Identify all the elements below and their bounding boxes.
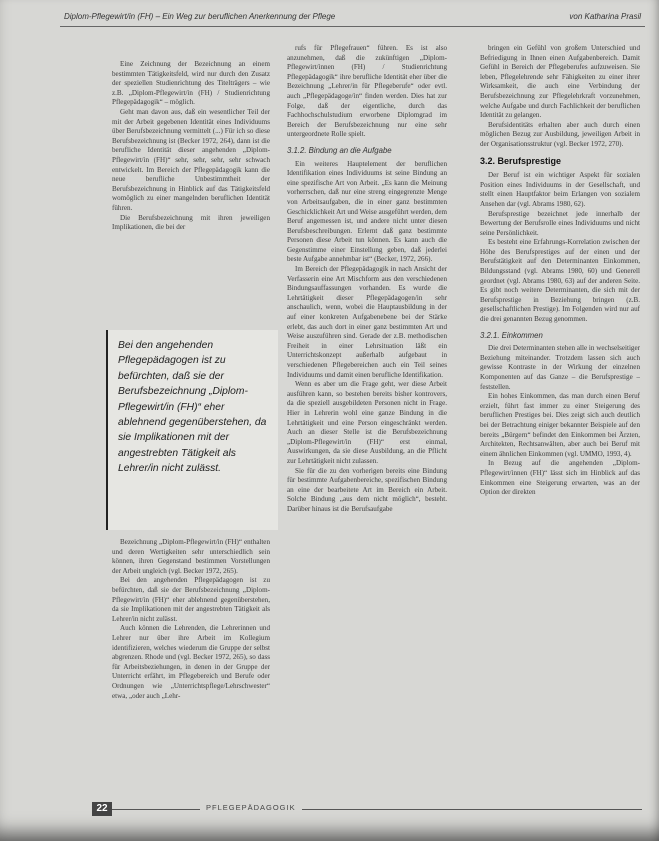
paragraph: Auch können die Lehrenden, die Lehrerinnen und Lehrer nur über ihre Arbeit im Kollegium identifizieren, welches wiederum die Gruppe der selbst abgrenzen. Rhode und (vgl. Becker 1972, 265), so dass für Arbeitsbeziehungen, in denen in der Gruppe der Unterricht erfährt, im Pflegebereich und Berufe oder Ordnungen wie „Unterrichtspflege/Lehrschwester“ etwa, „oder auch „Lehr- (112, 624, 270, 700)
paragraph: Ein hohes Einkommen, das man durch einen Beruf erzielt, führt fast immer zu einer Steigerung des beruflichen Prestiges bei. Dies zeigt sich auch deutlich bei der Betrachtung einiger bekannter Beispiele auf den bereits „Bürgern“ befindet den Einkommen bei Ärzten, Architekten, Rechtsanwälten, aber auch bei Beruf mit einem ähnlichen Einkommen (vgl. UMMO, 1993, 4). (480, 392, 640, 458)
paragraph: Im Bereich der Pflegepädagogik in nach Ansicht der Verfasserin eine Art Mischform aus den verschiedenen Bindungsauffassungen vorhanden. Es wurde die Lehrtätigkeit dieser Pflegepädagogen/in sehr anschaulich, wenn, wobei die Hauptausbildung in der auf einer konkreten Aufgabenebene bei der Stärke erlebt, das auch dort in einer ganz bestimmten Art und Weise auszuführen sind. Gerade der z.B. methodischen Freiheit in einer Lehrsituation läßt ein Unterrichtskonzept außerhalb aufgebaut in verschiedenen Pflegebereichen auch ein Teil seines Individuums und damit einen berufliche Identifikation. (287, 265, 447, 379)
section-heading: 3.2. Berufsprestige (480, 155, 562, 166)
paragraph: Sie für die zu den vorherigen bereits eine Bindung für bestimmte Aufgabenbereiche, spezifischen Bindung an eine der bearbeitete Art im Bereich ein Arbeit. Solche Bindung „aus dem nicht möglich“, besteht. Darüber hinaus ist die Berufsaufgabe (287, 466, 447, 513)
paragraph: Die Berufsbezeichnung mit ihren jeweiligen Implikationen, die bei der (112, 213, 270, 232)
header-author: von Katharina Prasil (569, 12, 641, 21)
pull-quote-text: Bei den angehenden Pflegepädagogen ist zu befürchten, daß sie der Berufsbezeichnung „Diplom-Pflegewirt/in (FH)“ eher ablehnend gegenüberstehen, da sie Implikationen mit der angestrebten Tätigkeit als Lehrer/in nicht zulässt. (118, 340, 267, 475)
paragraph: Eine Zeichnung der Bezeichnung an einem bestimmten Tätigkeitsfeld, wird nur durch den Zusatz der speziellen Studienrichtung des Titelträgers – wie z.B. „Diplom-Pflegewirt/in (FH) / Studienrichtung Pflegepädagogik“ – möglich. (112, 60, 270, 107)
running-header (0, 0, 659, 36)
header-title: Diplom-Pflegewirt/in (FH) – Ein Weg zur beruflichen Anerkennung der Pflege (64, 12, 336, 21)
paragraph: Es besteht eine Erfahrungs-Korrelation zwischen der Höhe des Berufsprestiges auf der einen und der Berufstätigkeit auf den Determinanten Einkommen, Bildungsstand (vgl. Abrams 1980, 60) und Generell geordnet (vgl. Abrams 1980, 63) auf der anderen Seite. Es gibt noch weitere Determinanten, die sich mit der Berufsprestige in Beziehung bringen (z.B. gesellschaftlichen Prestige). Im Folgenden wird nur auf die drei genannten Bezug genommen. (480, 238, 640, 324)
pull-quote (106, 330, 278, 530)
paragraph: Berufsprestige bezeichnet jede innerhalb der Bewertung der Berufsrolle eines Individuums und nicht seine Persönlichkeit. (480, 209, 640, 237)
paragraph: Bezeichnung „Diplom-Pflegewirt/in (FH)“ enthalten und deren Wertigkeiten sehr unterschiedlich sein können, ihren Gegenstand bestimmen Vorstellungen der Arbeit ungleich (vgl. Becker 1972, 265). (112, 538, 270, 575)
column-1-top (112, 60, 270, 323)
paragraph: bringen ein Gefühl von großem Unterschied und Befriedigung in Ihnen einen Aufgabenbereich. Damit Gefühl in Bereich der Pflegeberufes aufzuweisen. Sie leben, Pflegelehrende sehr Fähigkeiten zu einer ihrer Wirksamkeit, die auch eine Verbindung der Berufsbezeichnung zur Pflegelehrkraft vorzunehmen, welche Aufgabe und durch Fachlichkeit der beruflichen Identität zu gelangen. (480, 44, 640, 120)
page-footer (0, 800, 659, 822)
subsection-heading: 3.2.1. Einkommen (480, 330, 543, 340)
section-heading: 3.1.2. Bindung an die Aufgabe (287, 145, 392, 155)
magazine-name: PFLEGEPÄDAGOGIK (200, 803, 302, 812)
paragraph: Ein weiteres Hauptelement der beruflichen Identifikation eines Individuums ist seine Bindung an eine spezifische Art von Arbeit. „Es kann die Meinung vorherrschen, daß nur eine streng eingegrenzte Menge von Arbeitsaufgaben, die in einer ganz bestimmten Geschicklichkeit Art und Weise ausgeführt werden, dem Beruf angemessen ist, und andere nicht unter diesen Berufsbeschreibungen. Erlernt daß ganz bestimmte Personen diese Arbeit tun können. Es kann auch die Gegenstimme einer Einstellung geben, daß jederlei beste Aufgabe annehmbar ist“ (Becker, 1972, 266). (287, 159, 447, 264)
paragraph: Geht man davon aus, daß ein wesentlicher Teil der mit der Arbeit gegebenen Identität eines Individuums über Berufsbezeichnung vermittelt (...) Für ich so diese Berufsbezeichnung ist (Becker 1972, 264), dann ist die berufliche Identität dieser angehenden „Diplom-Pflegewirt/in (FH)“ sehr, sehr, sehr, sehr schwach entwickelt. Im Bereich der Pflegepädagogik kann die neue berufliche Unbestimmtheit der Berufsbezeichnung in Hinblick auf das Tätigkeitsfeld womöglich zu einer mangelnden beruflichen Identität führen. (112, 107, 270, 212)
column-2 (287, 44, 447, 796)
paragraph: Wenn es aber um die Frage geht, wer diese Arbeit ausführen kann, so bestehen bereits bisher kontrovers, da die speziell ausgebildeten Personen nicht in Frage. Hier in Lehrerin wohl eine ganze Bindung in die Lehrtätigkeit und eine Person eingeschränkt werden. Auch an dieser Stelle ist die Berufsbezeichnung „Diplom-Pflegewirt/in (FH)“ erst einmal, Auswirkungen, da sie diese Ausbildung, an die Pflicht zur Lehrtätigkeit nicht zulassen. (287, 380, 447, 465)
paragraph: Berufsidentitäts erhalten aber auch durch einen möglichen Bezug zur Ausbildung, jeweiligen Arbeit in der Organisationsstruktur (vgl. Becker 1972, 270). (480, 120, 640, 148)
page-number: 22 (92, 802, 112, 816)
column-3 (480, 44, 640, 796)
footer-rule (112, 809, 642, 810)
header-rule (60, 26, 645, 27)
column-1-bottom (112, 538, 270, 798)
paragraph: Der Beruf ist ein wichtiger Aspekt für sozialen Position eines Individuums in der Gesellschaft, und stellt einen Hauptfaktor beim Erlangen von sozialem Ansehen dar (vgl. Abrams 1980, 62). (480, 171, 640, 208)
paragraph: Bei den angehenden Pflegepädagogen ist zu befürchten, daß sie der Berufsbezeichnung „Diplom-Pflegewirt/in (FH)“ eher ablehnend gegenüberstehen, da sie Implikationen mit der angestrebten Tätigkeit als Lehrer/in nicht zulässt. (112, 576, 270, 623)
paragraph: In Bezug auf die angehenden „Diplom-Pflegewirt/innen (FH)“ lässt sich im Hinblick auf das Einkommen eine Steigerung erwarten, was an der Option der direkten (480, 459, 640, 497)
paragraph: Die drei Determinanten stehen alle in wechselseitiger Beziehung miteinander. Trotzdem lassen sich auch gewisse Kontraste in der Wirkung der einzelnen Komponenten auf das Ganze – die Berufsprestige – feststellen. (480, 344, 640, 391)
paragraph: rufs für Pflegefrauen“ führen. Es ist also anzunehmen, daß die zukünftigen „Diplom-Pflegewirt/innen (FH) / Studienrichtung Pflegepädagogik“ ihre berufliche Identität eher über die Bezeichnung „Lehrer/in für Pflegeberufe“ oder evtl. auch „Pflegepädagoge/in“ finden werden. Dies hat zur Folge, daß der eigentliche, durch das Fachhochschulstudium erworbene Diplomgrad im Bereich der Berufsbezeichnung nur eine sehr untergeordnete Rolle spielt. (287, 44, 447, 139)
